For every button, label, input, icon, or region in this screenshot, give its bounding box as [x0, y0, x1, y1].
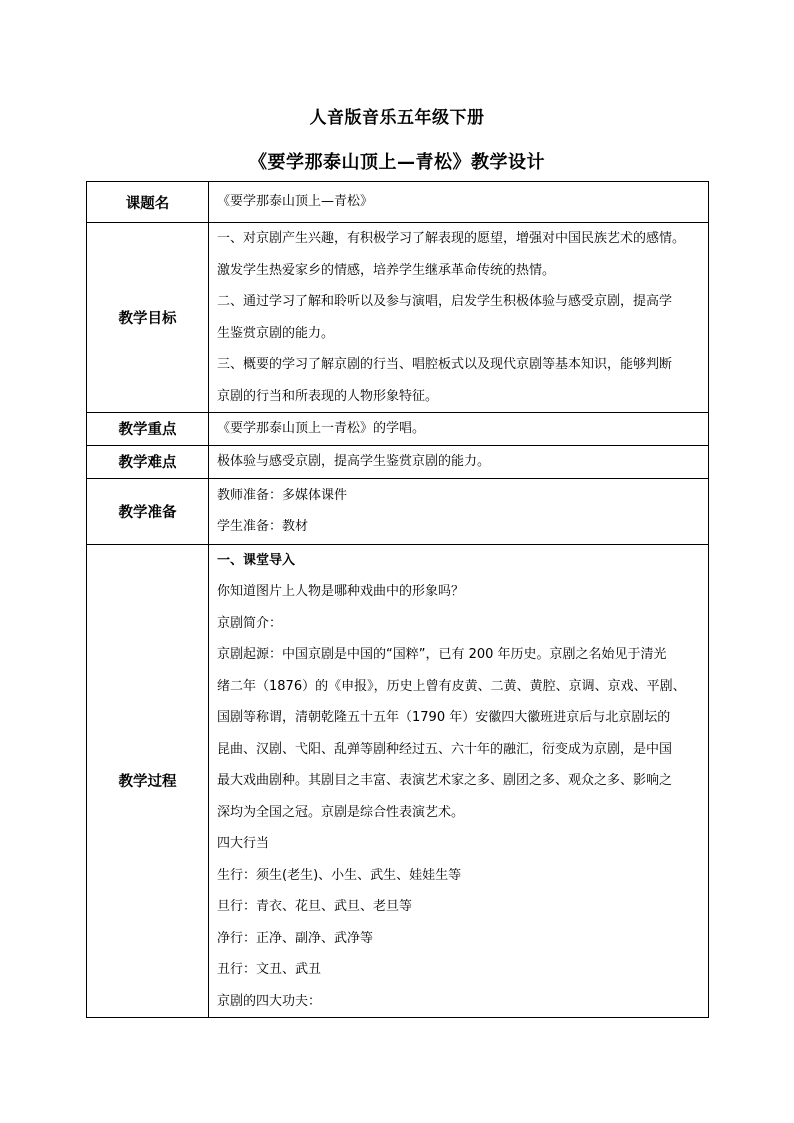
row-objectives	[87, 223, 709, 413]
objective-line: 激发学生热爱家乡的情感，培养学生继承革命传统的热情。	[217, 262, 556, 278]
process-line: 净行：正净、副净、武净等	[217, 930, 374, 946]
row-process	[87, 544, 709, 1018]
process-line: 四大行当	[217, 836, 270, 851]
process-line: 丑行：文丑、武丑	[217, 962, 322, 977]
topic-content	[209, 182, 709, 223]
row-topic	[87, 182, 709, 223]
process-line: 京剧的四大功夫：	[217, 993, 322, 1009]
document-title: 人音版音乐五年级下册	[309, 108, 485, 128]
document-subtitle: 《要学那泰山顶上—青松》教学设计	[249, 152, 545, 173]
process-line: 京剧简介：	[217, 615, 283, 631]
objective-line: 三、概要的学习了解京剧的行当、唱腔板式以及现代京剧等基本知识，能够判断	[217, 357, 673, 372]
process-line: 昆曲、汉剧、弋阳、乱弹等剧种经过五、六十年的融汇，衍变成为京剧，是中国	[217, 741, 673, 757]
key-points-label: 教学重点	[87, 413, 209, 446]
row-preparation	[87, 478, 709, 544]
objectives-content	[209, 223, 709, 413]
difficulties-label: 教学难点	[87, 445, 209, 478]
process-section-heading: 一、课堂导入	[217, 552, 296, 568]
objective-line: 二、通过学习了解和聆听以及参与演唱，启发学生积极体验与感受京剧，提高学	[217, 294, 673, 309]
lesson-plan-table	[86, 181, 709, 1018]
process-label: 教学过程	[87, 544, 209, 1018]
process-line: 你知道图片上人物是哪种戏曲中的形象吗？	[217, 584, 465, 599]
objective-line: 生鉴赏京剧的能力。	[217, 325, 335, 341]
process-line: 国剧等称谓，清朝乾隆五十五年（1790 年）安徽四大徽班进京后与北京剧坛的	[217, 710, 671, 725]
process-line: 京剧起源：中国京剧是中国的“国粹”，已有 200 年历史。京剧之名始见于清光	[217, 647, 667, 662]
process-line: 绪二年（1876）的《申报》，历史上曾有皮黄、二黄、黄腔、京调、京戏、平剧、	[217, 678, 686, 694]
key-points-content	[209, 413, 709, 446]
objectives-label: 教学目标	[87, 223, 209, 413]
difficulties-content	[209, 445, 709, 478]
topic-text: 《要学那泰山顶上—青松》	[217, 194, 374, 210]
objective-line: 京剧的行当和所表现的人物形象特征。	[217, 388, 439, 404]
difficulties-text: 极体验与感受京剧，提高学生鉴赏京剧的能力。	[217, 453, 491, 469]
objective-line: 一、对京剧产生兴趣，有积极学习了解表现的愿望，增强对中国民族艺术的感情。	[217, 231, 686, 246]
process-line: 生行：须生(老生)、小生、武生、娃娃生等	[217, 867, 462, 883]
process-line: 最大戏曲剧种。其剧目之丰富、表演艺术家之多、剧团之多、观众之多、影响之	[217, 773, 673, 788]
row-key-points	[87, 413, 709, 446]
process-content	[209, 544, 709, 1018]
process-line: 深均为全国之冠。京剧是综合性表演艺术。	[217, 804, 465, 820]
row-difficulties	[87, 445, 709, 478]
preparation-line: 教师准备：多媒体课件	[217, 487, 348, 503]
preparation-label: 教学准备	[87, 478, 209, 544]
process-line: 旦行：青衣、花旦、武旦、老旦等	[217, 899, 413, 914]
preparation-line: 学生准备：教材	[217, 519, 309, 534]
topic-label: 课题名	[87, 182, 209, 223]
preparation-content	[209, 478, 709, 544]
key-points-text: 《要学那泰山顶上一青松》的学唱。	[217, 421, 426, 436]
